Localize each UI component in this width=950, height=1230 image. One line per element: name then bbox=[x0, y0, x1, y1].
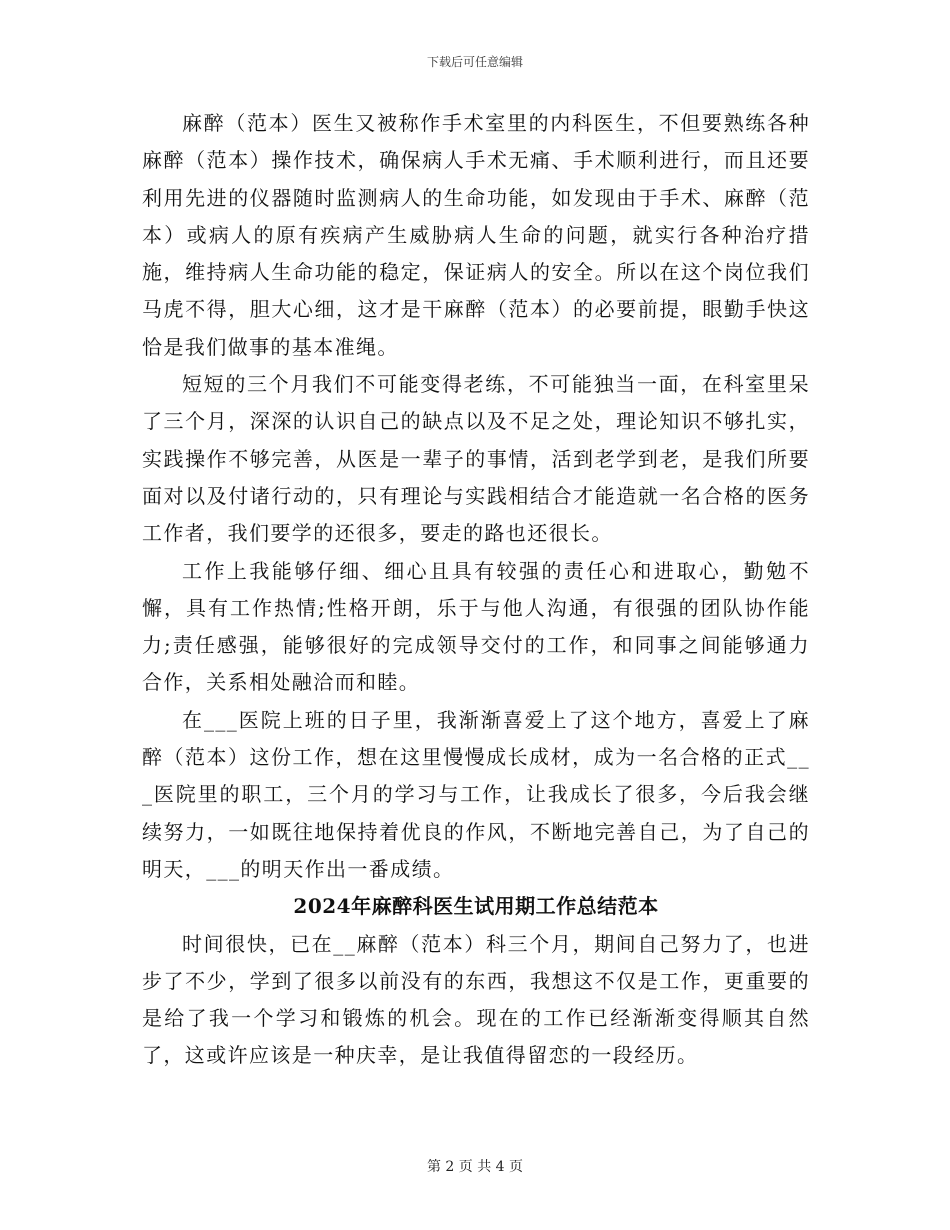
section-title: 2024年麻醉科医生试用期工作总结范本 bbox=[293, 894, 659, 919]
paragraph-work-attitude: 工作上我能够仔细、细心且具有较强的责任心和进取心，勤勉不懈，具有工作热情;性格开朗，乐于与他人沟通，有很强的团队协作能力;责任感强，能够很好的完成领导交付的工作，和同事之间能够通力合作，关系相处融洽而和睦。 bbox=[142, 558, 810, 695]
paragraph-hospital-growth: 在___医院上班的日子里，我渐渐喜爱上了这个地方，喜爱上了麻醉（范本）这份工作，想在这里慢慢成长成材，成为一名合格的正式___医院里的职工，三个月的学习与工作，让我成长了很多，今后我会继续努力，一如既往地保持着优良的作风，不断地完善自己，为了自己的明天，___的明天作出一番成绩。 bbox=[142, 707, 810, 881]
page-header-note: 下载后可任意编辑 bbox=[426, 55, 523, 69]
document-body bbox=[142, 105, 810, 1075]
paragraph-anesthesia-role: 麻醉（范本）医生又被称作手术室里的内科医生，不但要熟练各种麻醉（范本）操作技术，确保病人手术无痛、手术顺利进行，而且还要利用先进的仪器随时监测病人的生命功能，如发现由于手术、麻醉（范本）或病人的原有疾病产生威胁病人生命的问题，就实行各种治疗措施，维持病人生命功能的稳定，保证病人的安全。所以在这个岗位我们马虎不得，胆大心细，这才是干麻醉（范本）的必要前提，眼勤手快这恰是我们做事的基本准绳。 bbox=[142, 111, 810, 359]
page-number: 第 2 页 共 4 页 bbox=[426, 1159, 524, 1175]
paragraph-time-flies: 时间很快，已在__麻醉（范本）科三个月，期间自己努力了，也进步了不少，学到了很多以前没有的东西，我想这不仅是工作，更重要的是给了我一个学习和锻炼的机会。现在的工作已经渐渐变得顺其自然了，这或许应该是一种庆幸，是让我值得留恋的一段经历。 bbox=[142, 931, 810, 1068]
paragraph-three-months: 短短的三个月我们不可能变得老练，不可能独当一面，在科室里呆了三个月，深深的认识自己的缺点以及不足之处，理论知识不够扎实，实践操作不够完善，从医是一辈子的事情，活到老学到老，是我们所要面对以及付诸行动的，只有理论与实践相结合才能造就一名合格的医务工作者，我们要学的还很多，要走的路也还很长。 bbox=[142, 372, 810, 546]
